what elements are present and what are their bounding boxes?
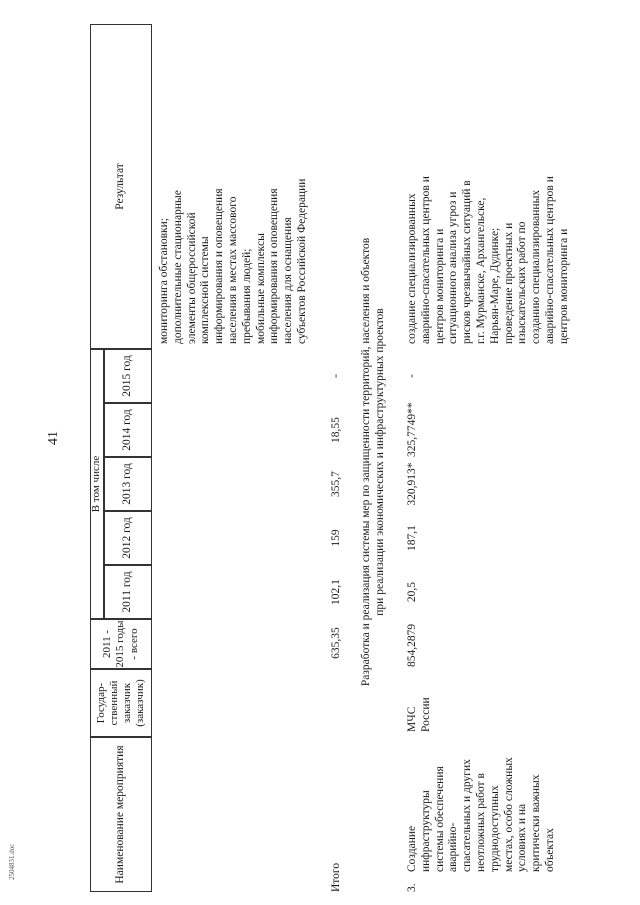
section-title [360,162,388,762]
row-2011: 20,5 [406,581,418,603]
row-result-line: аварийно-спасательных центров и [543,176,556,344]
row-result-line: ситуационного анализа угроз и [447,191,460,344]
header-customer: Государ- ственный заказчик (заказчик) [90,669,152,737]
document-footer: 2504831.doc [8,843,16,880]
table-header [90,24,152,892]
row-customer-line: МЧС [406,706,418,732]
row-result-line: изыскательских работ по [516,221,529,344]
row-result-line: центров мониторинга и [557,228,570,344]
row-result-line: г.г. Мурманске, Архангельске, [474,197,487,344]
row-result-line: рисков чрезвычайных ситуаций в [461,180,474,344]
total-sum: 635,35 [330,627,342,659]
header-in-that-number: В том числе [90,349,104,619]
section-title-line-2: при реализации экономических и инфраструктурных проектов [373,308,386,616]
result-line: комплексной системы [199,236,212,344]
result-line: мобильные комплексы [254,233,267,344]
row-2013: 320,913* [406,462,418,506]
row-total: 854,2879 [406,623,418,667]
total-2014: 18,55 [330,417,342,443]
header-2012: 2012 год [104,511,152,565]
row-result-line: созданию специализированных [530,189,543,344]
row-result-line: аварийно-спасательных центров и [419,176,432,344]
row-name-line: условиях и на [516,803,529,872]
header-2014: 2014 год [104,403,152,457]
row-name-line: местах, особо сложных [502,757,515,872]
total-label: Итого [330,862,342,892]
result-line: мониторинга обстановки; [158,218,170,344]
row-name-line: инфраструктуры [419,790,432,872]
total-2015: - [330,374,342,378]
row-name-line: спасательных и других [461,759,474,872]
row-name-line: системы обеспечения [433,766,446,872]
result-line: пребывания людей; [240,248,253,344]
section-title-line-1: Разработка и реализация системы мер по защищенности территорий, населения и объектов [360,237,372,687]
row-customer [406,672,434,732]
header-name: Наименование мероприятия [90,737,152,892]
carry-over-result [158,24,310,344]
rotated-table [90,24,610,892]
total-2013: 355,7 [330,471,342,497]
row-2012: 187,1 [406,525,418,551]
header-total: 2011 - 2015 годы - всего [90,619,152,669]
result-line: субъектов Российской Федерации [295,178,308,344]
row-result [406,24,572,344]
row-name-line: критически важных [530,774,543,872]
result-line: дополнительные стационарные [171,190,184,344]
header-2013: 2013 год [104,457,152,511]
row-name-line: объектах [543,828,556,872]
row-result-line: центров мониторинга и [433,228,446,344]
result-line: информирования и оповещения [213,188,226,344]
row-result-line: Нарьян-Маре, Дудинке; [488,227,501,344]
header-result: Результат [90,24,152,349]
header-2015: 2015 год [104,349,152,403]
page-number: 41 [46,431,61,445]
row-result-line: создание специализированных [406,193,418,344]
row-name-line: аварийно- [447,822,460,872]
row-name-line: неотложных работ в [474,773,487,872]
row-result-line: проведение проектных и [502,222,515,344]
result-line: населения для оснащения [282,217,295,344]
row-name-line: Создание [406,825,418,872]
row-number: 3. [406,883,418,892]
result-line: населения в местах массового [226,196,239,344]
row-name [406,737,558,872]
result-line: информирования и оповещения [268,188,281,344]
total-2011: 102,1 [330,579,342,605]
result-line: элементы общероссийской [185,212,198,344]
header-2011: 2011 год [104,565,152,619]
row-customer-line: России [419,697,432,732]
row-name-line: труднодоступных [488,785,501,872]
row-2015: - [406,374,418,378]
row-2014: 325,7749** [406,402,418,457]
total-2012: 159 [330,529,342,547]
